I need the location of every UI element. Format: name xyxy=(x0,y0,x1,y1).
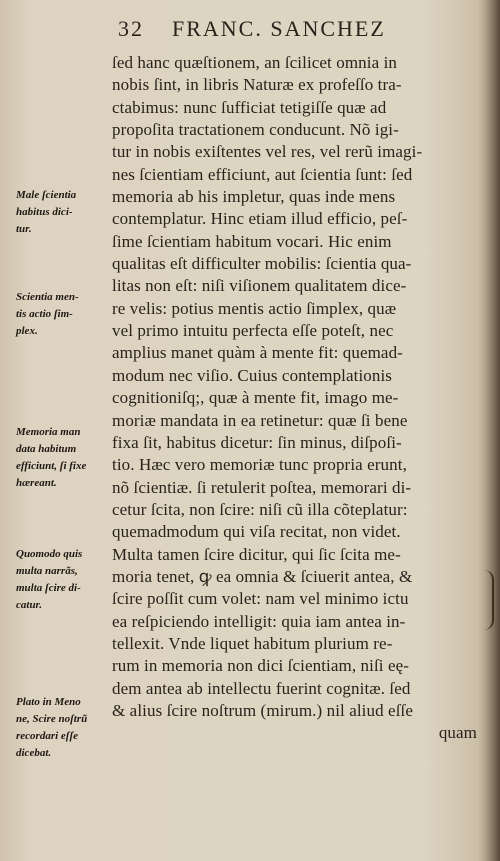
margin-note-line: Scientia men- xyxy=(16,291,79,303)
margin-note-line: data habitum xyxy=(16,443,77,455)
margin-note-line: plex. xyxy=(16,325,38,337)
text-line: ea reſpiciendo intelligit: quia iam antea in- xyxy=(112,611,406,631)
text-line: vel primo intuitu perfecta eſſe poteſt, nec xyxy=(112,321,394,341)
text-line: moria tenet, ꝙ ea omnia & ſciuerit antea, & xyxy=(112,566,413,586)
text-line: modum nec viſio. Cuius contemplationis xyxy=(112,365,393,385)
margin-note-line: catur. xyxy=(16,599,42,611)
text-line: ſime ſcientiam habitum vocari. Hic enim xyxy=(112,231,392,251)
margin-note-line: Male ſcientia xyxy=(16,189,77,201)
text-line: fixa ſit, habitus dicetur: ſin minus, diſpoſi- xyxy=(112,432,402,452)
margin-note-line: multa ſcire di- xyxy=(16,582,81,594)
text-line: re velis: potius mentis actio ſimplex, quæ xyxy=(112,298,397,318)
text-line: & alius ſcire noſtrum (mirum.) nil aliud eſſe xyxy=(112,700,413,720)
text-line: nõ ſcientiæ. ſi retulerit poſtea, memorari di- xyxy=(112,477,412,497)
margin-note-line: efficiunt, ſi fixe xyxy=(16,460,87,472)
text-line: memoria ab his impletur, quas inde mens xyxy=(112,187,396,207)
text-line: ſcire poſſit cum volet: nam vel minimo ictu xyxy=(112,589,409,609)
catchword: quam xyxy=(438,723,477,743)
body-text xyxy=(112,52,477,745)
margin-note-line: Plato in Meno xyxy=(16,696,81,708)
text-line: rum in memoria non dici ſcientiam, niſi eę- xyxy=(112,656,409,676)
margin-note-line: recordari eſſe xyxy=(16,730,79,742)
binding-clip xyxy=(480,570,494,630)
page-header xyxy=(112,16,470,46)
margin-note xyxy=(16,289,112,340)
margin-note-line: habitus dici- xyxy=(16,206,73,218)
margin-note-line: tis actio ſim- xyxy=(16,308,73,320)
running-head: FRANC. SANCHEZ xyxy=(172,16,386,41)
text-line: qualitas eſt difficulter mobilis: ſcientia qua- xyxy=(112,254,412,274)
text-line: ctabimus: nunc ſufficiat tetigiſſe quæ ad xyxy=(112,97,387,117)
text-line: tio. Hæc vero memoriæ tunc propria erunt, xyxy=(112,455,407,475)
margin-note xyxy=(16,694,112,762)
margin-note-line: hæreant. xyxy=(16,477,57,489)
margin-note-line: tur. xyxy=(16,223,32,235)
margin-note-line: dicebat. xyxy=(16,747,52,759)
margin-note xyxy=(16,546,112,614)
text-line: ſed hanc quæſtionem, an ſcilicet omnia in xyxy=(112,53,397,72)
text-line: quemadmodum qui viſa recitat, non videt. xyxy=(112,522,401,542)
margin-note-line: Quomodo quis xyxy=(16,548,83,560)
text-line: Multa tamen ſcire dicitur, qui ſic ſcita me- xyxy=(112,544,401,564)
text-line: moriæ mandata in ea retinetur: quæ ſi bene xyxy=(112,410,408,430)
text-line: cetur ſcita, non ſcire: niſi cũ illa cõteplatur: xyxy=(112,499,408,519)
text-line: contemplatur. Hinc etiam illud efficio, peſ- xyxy=(112,209,408,229)
margin-note-line: Memoria man xyxy=(16,426,81,438)
margin-note-line: ne, Scire noſtrũ xyxy=(16,713,88,725)
text-line: propoſita tractationem conducunt. Nõ igi- xyxy=(112,120,399,140)
text-line: tellexit. Vnde liquet habitum plurium re- xyxy=(112,633,393,653)
text-line: nes ſcientiam efficiunt, aut ſcientia ſunt: ſed xyxy=(112,164,413,184)
margin-note-line: multa narrãs, xyxy=(16,565,78,577)
text-line: cognitioniſq;, quæ à mente fit, imago me- xyxy=(112,388,399,408)
text-line: dem antea ab intellectu fuerint cognitæ. ſed xyxy=(112,678,411,698)
margin-note xyxy=(16,187,112,238)
text-line: litas non eſt: niſi viſionem qualitatem dice- xyxy=(112,276,407,296)
margin-notes xyxy=(16,0,112,861)
page-number: 32 xyxy=(118,16,144,41)
margin-note xyxy=(16,424,112,492)
text-line: tur in nobis exiſtentes vel res, vel rerũ imagi- xyxy=(112,142,423,162)
text-line: amplius manet quàm à mente fit: quemad- xyxy=(112,343,403,363)
page-gutter-shadow xyxy=(478,0,500,861)
text-line: nobis ſint, in libris Naturæ ex profeſſo tra- xyxy=(112,75,402,95)
